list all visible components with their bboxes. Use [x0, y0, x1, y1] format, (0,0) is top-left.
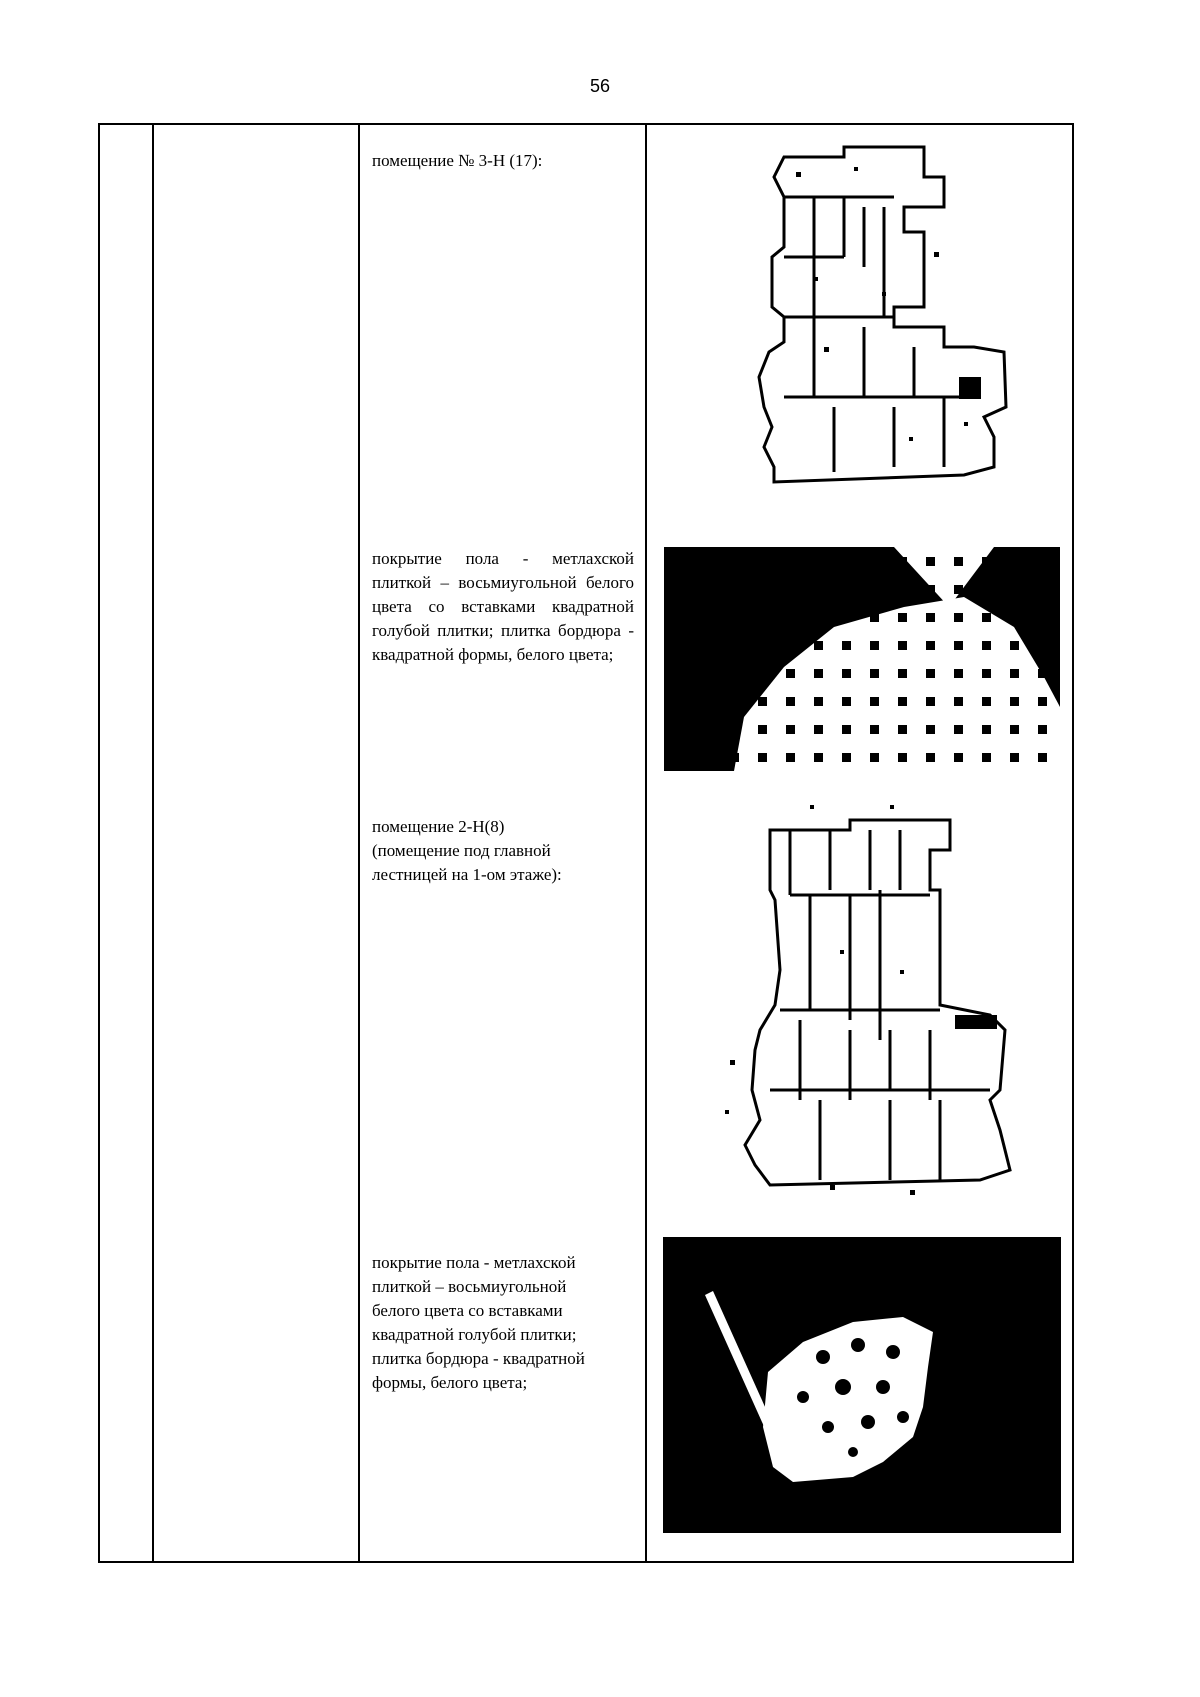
floor-tile-photo: [664, 547, 1060, 771]
room-label-2n-line-1: помещение 2-Н(8): [372, 817, 505, 836]
page-number: 56: [589, 76, 611, 96]
room-label-2n: [372, 815, 634, 887]
floor-covering-line-4: квадратной голубой плитки;: [372, 1325, 577, 1344]
room-label-3n: помещение № 3-Н (17):: [372, 151, 543, 170]
floor-covering-line-6: формы, белого цвета;: [372, 1373, 528, 1392]
floor-covering-line-3: белого цвета со вставками: [372, 1301, 563, 1320]
floor-covering-line-5: плитка бордюра - квадратной: [372, 1349, 585, 1368]
floor-covering-line-2: плиткой – восьмиугольной: [372, 1277, 567, 1296]
floor-plan-image: [714, 137, 1014, 517]
floor-plan-image: [690, 790, 1030, 1200]
floor-tile-photo: [663, 1237, 1061, 1533]
room-label-2n-line-2: (помещение под главной: [372, 841, 551, 860]
column-divider-3: [645, 125, 647, 1561]
floor-covering-description-2: [372, 1251, 634, 1395]
floor-covering-description-1: покрытие пола - метлахской плиткой – восьмиугольной белого цвета со вставками квадратной голубой плитки; плитка бордюра - квадратной формы, белого цвета;: [372, 549, 634, 664]
column-divider-2: [358, 125, 360, 1561]
room-label-2n-line-3: лестницей на 1-ом этаже):: [372, 865, 562, 884]
floor-covering-line-1: покрытие пола - метлахской: [372, 1253, 576, 1272]
column-divider-1: [152, 125, 154, 1561]
document-table: [98, 123, 1074, 1563]
